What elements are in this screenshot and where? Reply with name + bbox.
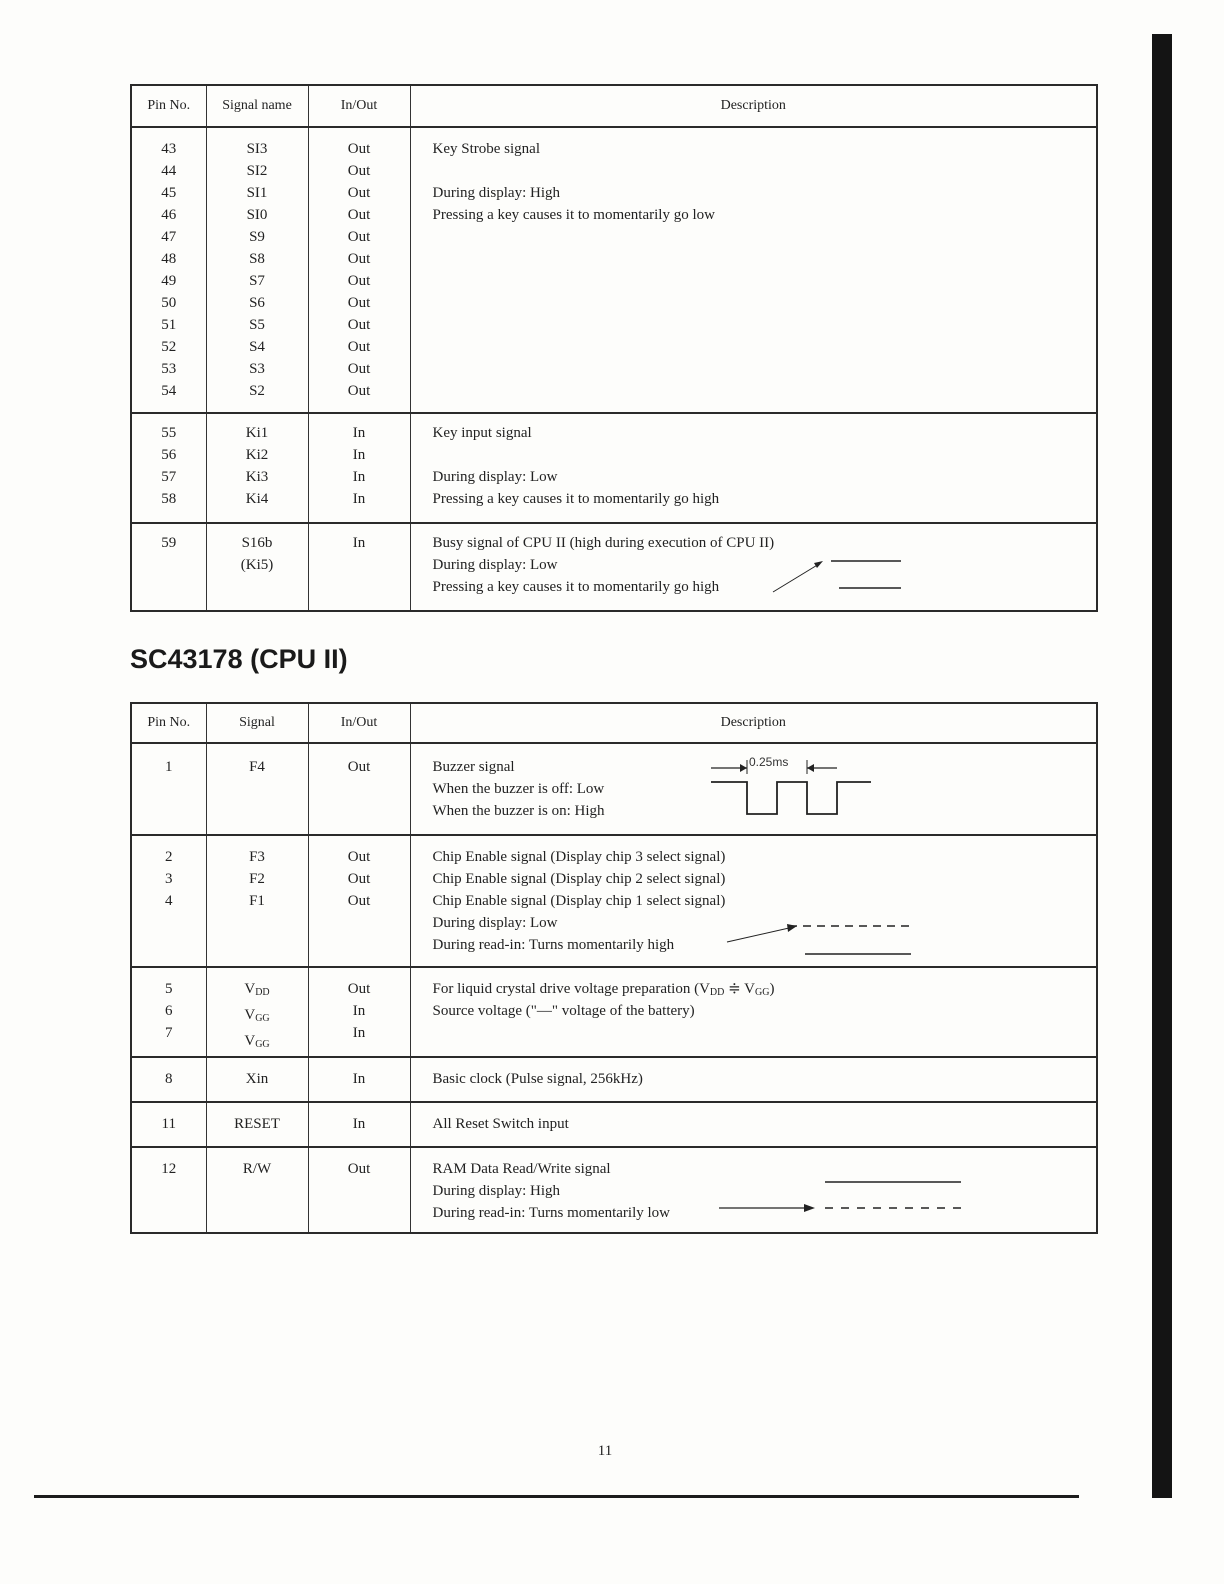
description-line: Chip Enable signal (Display chip 1 select signal) (432, 893, 726, 909)
io-value: In (352, 447, 366, 463)
read-write-waveform-icon (711, 1170, 971, 1220)
description-line: During display: Low (432, 469, 558, 485)
io-value: Out (347, 295, 371, 311)
signal-name: $V_{GG}$ (244, 1033, 270, 1050)
signal-name: S9 (249, 229, 265, 245)
description (410, 967, 1097, 1057)
signal-name: F1 (249, 893, 265, 909)
pin-no: 44 (161, 163, 177, 179)
bottom-rule (34, 1495, 1079, 1498)
description-line: During display: Low (432, 915, 558, 931)
signal-name: S5 (249, 317, 265, 333)
signal-name: S7 (249, 273, 265, 289)
description-line: RAM Data Read/Write signal (432, 1161, 611, 1177)
signal-name: S16b (241, 535, 273, 551)
signal-name: Xin (245, 1071, 269, 1087)
description-line: Buzzer signal (432, 759, 515, 775)
signal-name: F2 (249, 871, 265, 887)
description (410, 1147, 1097, 1233)
description (410, 523, 1097, 611)
pin-no: 45 (161, 185, 177, 201)
io-value: Out (347, 893, 371, 909)
header-description: Description (410, 85, 1097, 127)
io-value: In (352, 491, 366, 507)
pin-no: 53 (161, 361, 177, 377)
pin-no: 50 (161, 295, 177, 311)
io-value: Out (347, 361, 371, 377)
description-line: Source voltage ("—" voltage of the battery) (432, 1003, 695, 1019)
table-row (131, 1057, 1097, 1102)
signal-name: $V_{GG}$ (244, 1007, 270, 1024)
header-in-out: In/Out (308, 85, 410, 127)
signal-name: RESET (234, 1116, 280, 1132)
description-line: During display: High (432, 1183, 560, 1199)
header-signal-name: Signal name (206, 85, 308, 127)
io-value: Out (347, 1161, 371, 1177)
io-value: In (352, 1116, 366, 1132)
pin-no: 11 (161, 1116, 176, 1132)
table-row (131, 835, 1097, 967)
signal-name: F4 (249, 759, 265, 775)
pin-numbers (131, 413, 206, 523)
pin-no: 58 (161, 491, 177, 507)
signal-name: R/W (242, 1161, 272, 1177)
description-line: Pressing a key causes it to momentarily go high (432, 491, 720, 507)
description-line: Key input signal (432, 425, 532, 441)
buzzer-waveform-icon (711, 752, 891, 828)
signal-name: S8 (249, 251, 265, 267)
io-value: In (352, 1025, 366, 1041)
description-line: Chip Enable signal (Display chip 3 select signal) (432, 849, 726, 865)
signal-name: S3 (249, 361, 265, 377)
io-value: Out (347, 339, 371, 355)
pin-no: 6 (165, 1003, 173, 1019)
pin-numbers (131, 1147, 206, 1233)
header-pin-no: Pin No. (131, 703, 206, 743)
signal-name: Ki3 (245, 469, 269, 485)
description-line: Chip Enable signal (Display chip 2 select signal) (432, 871, 726, 887)
pin-table-cpu1 (130, 84, 1098, 612)
pin-no: 51 (161, 317, 177, 333)
io-value: Out (347, 141, 371, 157)
description-line: For liquid crystal drive voltage preparation ($V_{DD}$ ≑ $V_{GG}$) (432, 981, 775, 998)
io-value: Out (347, 185, 371, 201)
io-value: In (352, 1071, 366, 1087)
pin-no: 3 (165, 871, 173, 887)
io-value: Out (347, 317, 371, 333)
header-in-out: In/Out (308, 703, 410, 743)
pin-no: 8 (165, 1071, 173, 1087)
pin-numbers (131, 523, 206, 611)
io-value: Out (347, 759, 371, 775)
table-row (131, 743, 1097, 835)
signal-names (206, 1102, 308, 1147)
signal-names (206, 523, 308, 611)
io-value: Out (347, 251, 371, 267)
pin-no: 56 (161, 447, 177, 463)
io-directions (308, 1057, 410, 1102)
description-line: During read-in: Turns momentarily high (432, 937, 675, 953)
page-edge-bar (1152, 34, 1172, 1498)
signal-name: Ki4 (245, 491, 269, 507)
signal-name: $V_{DD}$ (244, 981, 270, 998)
io-directions (308, 835, 410, 967)
description-line: Pressing a key causes it to momentarily go low (432, 207, 715, 223)
description (410, 743, 1097, 835)
io-directions (308, 127, 410, 413)
pin-no: 1 (165, 759, 173, 775)
description (410, 1102, 1097, 1147)
io-directions (308, 523, 410, 611)
pin-no: 46 (161, 207, 177, 223)
description-line: Basic clock (Pulse signal, 256kHz) (432, 1071, 643, 1087)
description-line: During display: High (432, 185, 560, 201)
description (410, 1057, 1097, 1102)
io-value: Out (347, 383, 371, 399)
description-line: When the buzzer is on: High (432, 803, 605, 819)
table-row (131, 523, 1097, 611)
signal-names (206, 967, 308, 1057)
signal-name: SI2 (246, 163, 268, 179)
io-value: In (352, 1003, 366, 1019)
signal-name: S6 (249, 295, 265, 311)
pin-no: 5 (165, 981, 173, 997)
pin-no: 7 (165, 1025, 173, 1041)
table-row (131, 1102, 1097, 1147)
header-signal: Signal (206, 703, 308, 743)
signal-name: Ki2 (245, 447, 269, 463)
pin-numbers (131, 127, 206, 413)
pin-no: 43 (161, 141, 177, 157)
header-pin-no: Pin No. (131, 85, 206, 127)
signal-names (206, 413, 308, 523)
io-value: In (352, 469, 366, 485)
io-directions (308, 413, 410, 523)
signal-name: Ki1 (245, 425, 269, 441)
signal-name: SI1 (246, 185, 268, 201)
io-directions (308, 1102, 410, 1147)
table-row (131, 967, 1097, 1057)
pin-no: 57 (161, 469, 177, 485)
pin-numbers (131, 1057, 206, 1102)
signal-names (206, 743, 308, 835)
io-value: In (352, 535, 366, 551)
chip-enable-waveform-icon (721, 916, 921, 962)
description-line: Busy signal of CPU II (high during execution of CPU II) (432, 535, 775, 551)
pin-no: 47 (161, 229, 177, 245)
io-value: Out (347, 981, 371, 997)
description-line: During read-in: Turns momentarily low (432, 1205, 670, 1221)
io-value: Out (347, 207, 371, 223)
pin-numbers (131, 1102, 206, 1147)
io-directions (308, 743, 410, 835)
signal-name: SI3 (246, 141, 268, 157)
io-value: Out (347, 273, 371, 289)
signal-names (206, 127, 308, 413)
io-value: In (352, 425, 366, 441)
signal-names (206, 1147, 308, 1233)
description (410, 413, 1097, 523)
io-value: Out (347, 163, 371, 179)
io-value: Out (347, 849, 371, 865)
description-line: Key Strobe signal (432, 141, 540, 157)
pulse-width-label: 0.25ms (748, 755, 788, 769)
io-directions (308, 1147, 410, 1233)
description (410, 835, 1097, 967)
table-row (131, 413, 1097, 523)
signal-name: F3 (249, 849, 265, 865)
table-row (131, 127, 1097, 413)
pin-table-cpu2 (130, 702, 1098, 1234)
signal-name: (Ki5) (240, 557, 274, 573)
signal-name: S4 (249, 339, 265, 355)
description (410, 127, 1097, 413)
pin-no: 59 (161, 535, 177, 551)
pin-no: 2 (165, 849, 173, 865)
description-line: Pressing a key causes it to momentarily go high (432, 579, 720, 595)
description-line: During display: Low (432, 557, 558, 573)
pin-no: 52 (161, 339, 177, 355)
section-title: SC43178 (CPU II) (130, 644, 348, 674)
pin-no: 4 (165, 893, 173, 909)
pin-no: 55 (161, 425, 177, 441)
signal-name: S2 (249, 383, 265, 399)
description-line: When the buzzer is off: Low (432, 781, 605, 797)
signal-names (206, 835, 308, 967)
table-row (131, 1147, 1097, 1233)
description-line: All Reset Switch input (432, 1116, 569, 1132)
pin-numbers (131, 743, 206, 835)
pin-numbers (131, 967, 206, 1057)
signal-name: SI0 (246, 207, 268, 223)
signal-names (206, 1057, 308, 1102)
io-value: Out (347, 229, 371, 245)
io-directions (308, 967, 410, 1057)
pin-no: 54 (161, 383, 177, 399)
pin-no: 48 (161, 251, 177, 267)
busy-signal-waveform-icon (771, 542, 911, 602)
page-number: 11 (597, 1443, 613, 1459)
pin-no: 49 (161, 273, 177, 289)
io-value: Out (347, 871, 371, 887)
pin-no: 12 (161, 1161, 177, 1177)
header-description: Description (410, 703, 1097, 743)
pin-numbers (131, 835, 206, 967)
